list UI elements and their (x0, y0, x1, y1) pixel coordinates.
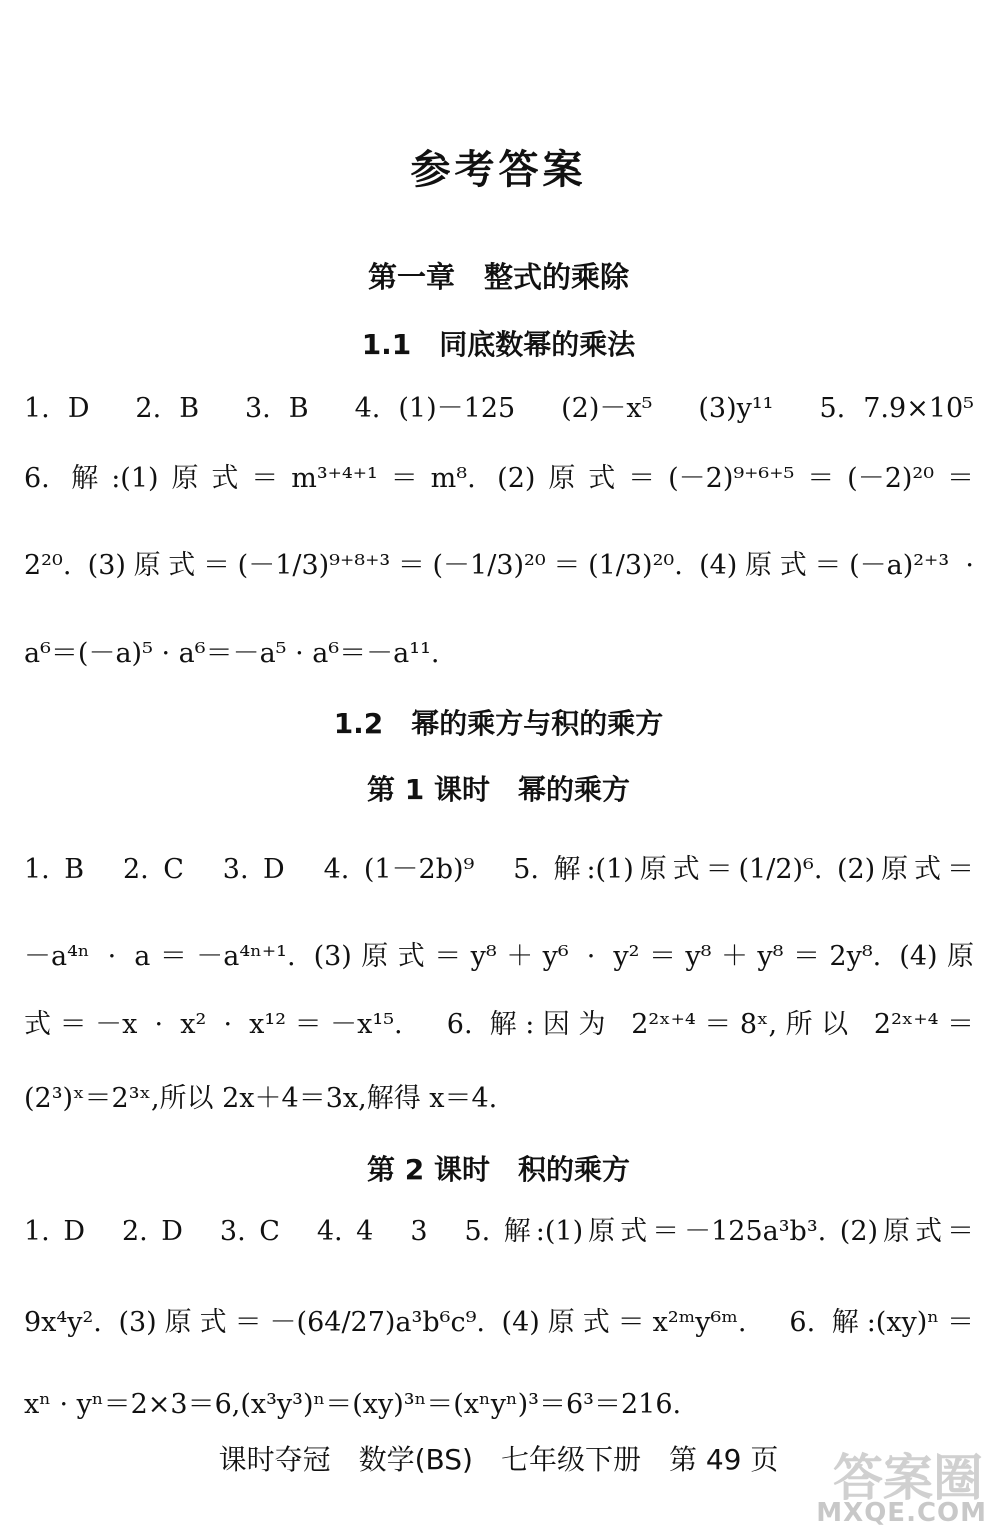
section-heading-1-1: 1.1 同底数幂的乘法 (361, 328, 636, 361)
chapter-heading: 第一章 整式的乘除 (367, 260, 629, 294)
answer-line: 1. B 2. C 3. D 4. (1－2b)⁹ 5. 解:(1)原式＝(1/2)⁶. (2)原式＝ (24, 854, 974, 885)
page-title: 参考答案 (410, 147, 587, 193)
answer-line: 1. D 2. D 3. C 4. 4 3 5. 解:(1)原式＝－125a³b³. (2)原式＝ (24, 1216, 974, 1247)
answer-line: a⁶＝(－a)⁵ · a⁶＝－a⁵ · a⁶＝－a¹¹. (24, 638, 440, 669)
answer-line: 1. D 2. B 3. B 4. (1)－125 (2)－x⁵ (3)y¹¹ 5. 7.9×10⁵ (24, 393, 974, 424)
answer-line: 9x⁴y². (3)原式＝－(64/27)a³b⁶c⁹. (4)原式＝x²ᵐy⁶ᵐ. 6. 解:(xy)ⁿ＝ (24, 1307, 974, 1338)
watermark-logo (801, 1438, 991, 1530)
answer-line: －a⁴ⁿ · a＝－a⁴ⁿ⁺¹. (3)原式＝y⁸＋y⁶ · y²＝y⁸＋y⁸＝2y⁸. (4)原 (24, 941, 974, 972)
answer-line: xⁿ · yⁿ＝2×3＝6,(x³y³)ⁿ＝(xy)³ⁿ＝(xⁿyⁿ)³＝6³＝216. (24, 1389, 682, 1420)
answer-line: 式＝－x · x² · x¹²＝－x¹⁵. 6. 解:因为 2²ˣ⁺⁴＝8ˣ,所以 2²ˣ⁺⁴＝ (24, 1009, 974, 1040)
answer-line: (2³)ˣ＝2³ˣ,所以 2x＋4＝3x,解得 x＝4. (24, 1083, 498, 1114)
lesson-heading-2: 第 2 课时 积的乘方 (367, 1153, 630, 1186)
watermark-text: 答案圈 (833, 1449, 983, 1507)
lesson-heading-1: 第 1 课时 幂的乘方 (367, 773, 630, 806)
answer-line: 2²⁰. (3)原式＝(－1/3)⁹⁺⁸⁺³＝(－1/3)²⁰＝(1/3)²⁰. (4)原式＝(－a)²⁺³ · (24, 550, 974, 581)
watermark-url: MXQE.COM (816, 1498, 987, 1528)
section-heading-1-2: 1.2 幂的乘方与积的乘方 (333, 707, 664, 740)
answer-line: 6. 解:(1)原式＝m³⁺⁴⁺¹＝m⁸. (2)原式＝(－2)⁹⁺⁶⁺⁵＝(－2)²⁰＝ (24, 463, 974, 494)
page-footer: 课时夺冠 数学(BS) 七年级下册 第 49 页 (218, 1443, 779, 1476)
